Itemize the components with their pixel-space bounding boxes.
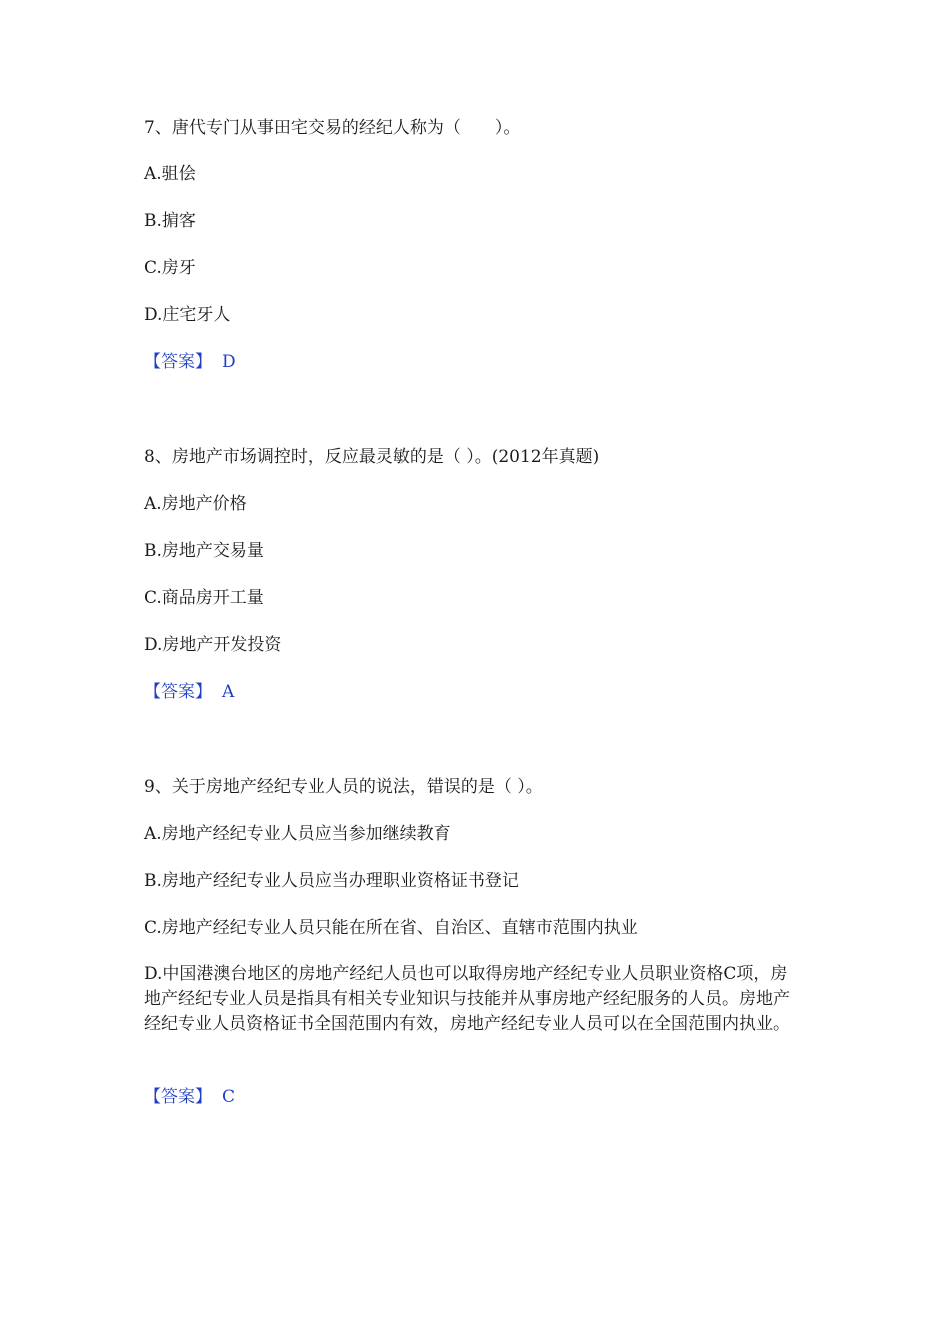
question-7-option-d: D.庄宅牙人	[144, 305, 231, 325]
question-9-option-a: A.房地产经纪专业人员应当参加继续教育	[144, 824, 451, 844]
question-8-answer	[144, 681, 234, 703]
answer-label: 【答案】	[144, 352, 212, 372]
question-7-answer	[144, 351, 236, 373]
question-9-stem: 9、关于房地产经纪专业人员的说法，错误的是（ ）。	[144, 777, 543, 797]
question-8-option-d: D.房地产开发投资	[144, 635, 282, 655]
answer-label: 【答案】	[144, 682, 212, 702]
answer-value: A	[222, 682, 235, 702]
question-7-option-a: A.驵侩	[144, 164, 196, 184]
question-7-option-b: B.掮客	[144, 211, 196, 231]
answer-value: D	[222, 352, 236, 372]
question-8-option-c: C.商品房开工量	[144, 588, 264, 608]
question-7-option-c: C.房牙	[144, 258, 196, 278]
question-9-answer	[144, 1086, 235, 1108]
question-9-option-c: C.房地产经纪专业人员只能在所在省、自治区、直辖市范围内执业	[144, 918, 638, 938]
question-9-option-b: B.房地产经纪专业人员应当办理职业资格证书登记	[144, 871, 519, 891]
question-8-option-b: B.房地产交易量	[144, 541, 264, 561]
question-7-stem: 7、唐代专门从事田宅交易的经纪人称为（ ）。	[144, 118, 521, 138]
question-8-option-a: A.房地产价格	[144, 494, 247, 514]
question-8-stem: 8、房地产市场调控时，反应最灵敏的是（ ）。(2012年真题)	[144, 447, 600, 467]
answer-label: 【答案】	[144, 1087, 212, 1107]
question-9-option-d: D.中国港澳台地区的房地产经纪人员也可以取得房地产经纪专业人员职业资格C项，房地产经纪专业人员是指具有相关专业知识与技能并从事房地产经纪服务的人员。房地产经纪专业人员资格证书全国范围内有效，房地产经纪专业人员可以在全国范围内执业。	[144, 964, 790, 1034]
answer-value: C	[222, 1087, 236, 1107]
